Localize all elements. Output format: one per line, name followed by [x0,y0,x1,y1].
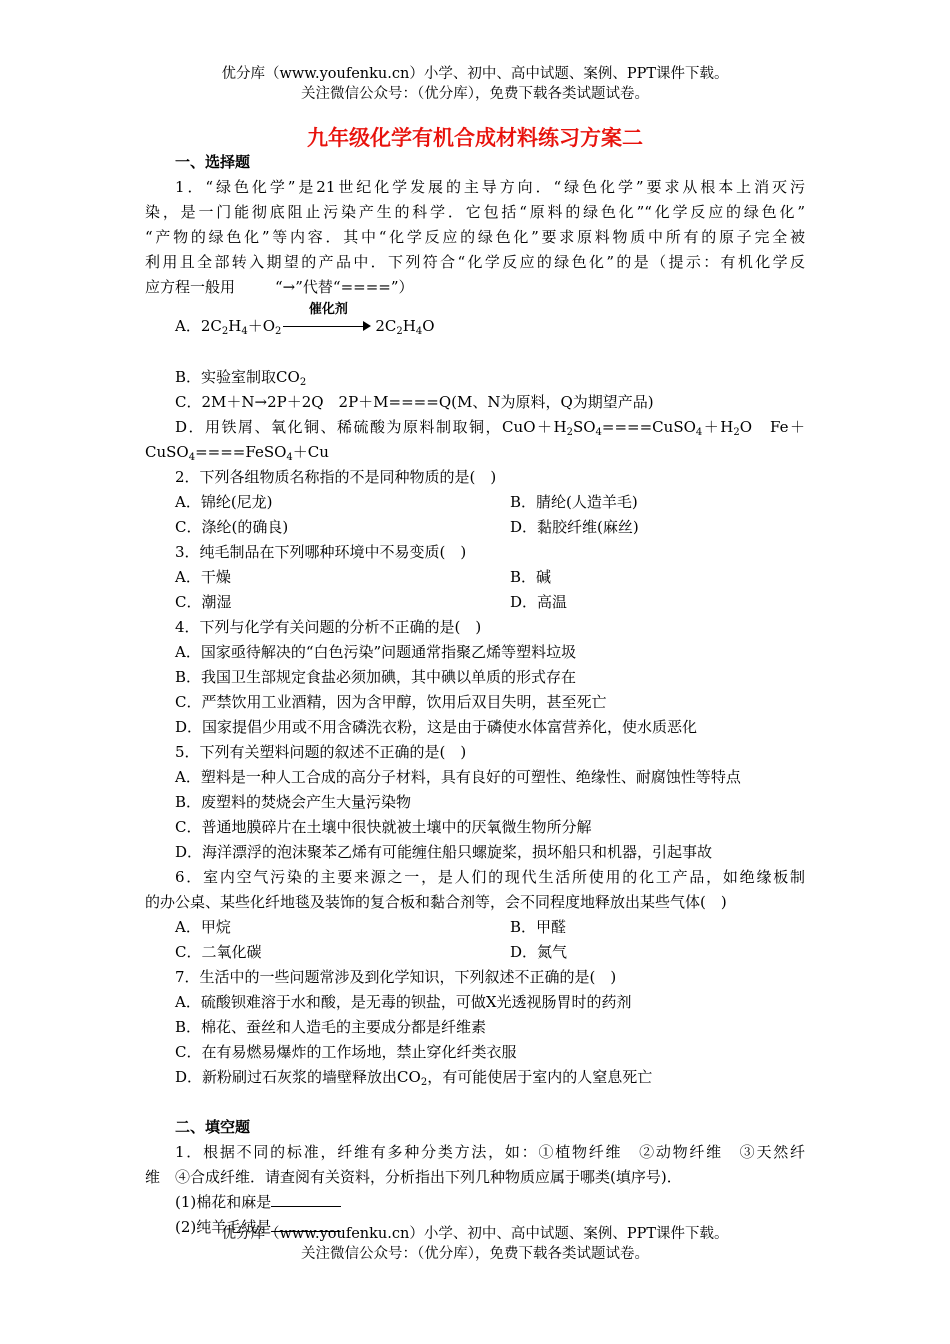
q1-line-5 [145,275,805,300]
q2-options-row-2 [145,515,805,540]
q1-line-5a: 应方程一般用 [145,278,236,296]
q2-options-row-1 [145,490,805,515]
fill-q1-part-2-text: (2)纯羊毛绒是 [175,1218,272,1236]
arrow-line [283,326,367,327]
subscript: 4 [595,427,602,438]
q7-option-c: C．在有易燃易爆炸的工作场地，禁止穿化纤类衣服 [175,1043,517,1061]
subscript: 2 [733,427,740,438]
q1-opt-a-part: ＋O [247,317,276,335]
q1-opt-d-part: ＋H [702,418,734,436]
section-heading-fill: 二、填空题 [175,1118,251,1136]
q6-option-d: D．氮气 [510,943,568,961]
q1-opt-a-part: O [422,317,435,335]
q1-opt-d-part: ====FeSO [195,443,287,461]
fill-q1-part-1 [145,1190,805,1215]
q2-option-a: A．锦纶(尼龙) [175,493,273,511]
q1-opt-d-part: D．用铁屑、氧化铜、稀硫酸为原料制取铜，CuO＋H [175,418,567,436]
footer-line-2: 关注微信公众号：（优分库），免费下载各类试题试卷。 [301,1246,649,1262]
subscript: 2 [221,326,229,337]
q1-opt-a-part: A．2C [175,317,222,335]
q3-stem: 3．纯毛制品在下列哪种环境中不易变质( ) [175,543,467,561]
q3-option-d: D．高温 [510,593,568,611]
q1-line-5b: “→”代替“====”） [275,278,414,296]
fill-q1-part-1-text: (1)棉花和麻是 [175,1193,272,1211]
subscript: 2 [275,326,282,337]
document-body [145,150,805,1240]
q3-options-row-2 [145,590,805,615]
subscript: 4 [415,326,423,337]
q1-opt-a-part: H [228,317,242,335]
q1-opt-a-part: H [402,317,416,335]
q6-option-b: B．甲醛 [510,918,567,936]
q1-line-3: “产物的绿色化”等内容．其中“化学反应的绿色化”要求原料物质中所有的原子完全被 [145,228,805,246]
catalyst-label: 催化剂 [308,302,348,317]
arrow-head-icon [363,321,371,331]
q1-option-d-line-1 [145,415,805,440]
catalyst-arrow [283,302,373,337]
q3-option-c: C．潮湿 [175,593,232,611]
q5-option-b: B．废塑料的焚烧会产生大量污染物 [175,793,412,811]
subscript: 2 [299,377,307,388]
q3-option-a: A．干燥 [175,568,231,586]
document-title: 九年级化学有机合成材料练习方案二 [307,125,643,150]
footer-line-1: 优分库（www.youfenku.cn）小学、初中、高中试题、案例、PPT课件下载。 [221,1226,729,1242]
q7-stem: 7．生活中的一些问题常涉及到化学知识，下列叙述不正确的是( ) [175,968,617,986]
header-line-2: 关注微信公众号：（优分库），免费下载各类试题试卷。 [301,86,649,102]
q7-option-b: B．棉花、蚕丝和人造毛的主要成分都是纤维素 [175,1018,487,1036]
q3-options-row-1 [145,565,805,590]
q5-option-c: C．普通地膜碎片在土壤中很快就被土壤中的厌氧微生物所分解 [175,818,592,836]
q2-option-d: D．黏胶纤维(麻丝) [510,518,639,536]
q4-stem: 4．下列与化学有关问题的分析不正确的是( ) [175,618,482,636]
q7-opt-d-part: ，有可能使居于室内的人窒息死亡 [427,1068,653,1086]
fill-q1-line-1: 1．根据不同的标准，纤维有多种分类方法，如：①植物纤维 ②动物纤维 ③天然纤 [175,1143,805,1161]
q1-opt-a-part: 2C [375,317,397,335]
q1-opt-d-part: ＋Cu [292,443,329,461]
q1-opt-d-part: ====CuSO [601,418,696,436]
fill-q1-line-2: 维 ④合成纤维．请查阅有关资料，分析指出下列几种物质应属于哪类(填序号)． [145,1168,682,1186]
subscript: 4 [695,427,703,438]
q5-stem: 5．下列有关塑料问题的叙述不正确的是( ) [175,743,467,761]
q4-option-d: D．国家提倡少用或不用含磷洗衣粉，这是由于磷使水体富营养化，使水质恶化 [175,718,698,736]
q1-opt-b-text: B．实验室制取CO [175,368,300,386]
q5-option-d: D．海洋漂浮的泡沫聚苯乙烯有可能缠住船只螺旋桨，损坏船只和机器，引起事故 [175,843,713,861]
q2-option-c: C．涤纶(的确良) [175,518,289,536]
q3-option-b: B．碱 [510,568,552,586]
q7-opt-d-part: D．新粉刷过石灰浆的墙壁释放出CO [175,1068,421,1086]
subscript: 4 [188,452,196,463]
page-header [0,64,950,104]
q1-option-d-line-2 [145,440,805,465]
section-heading-choice: 一、选择题 [175,153,251,171]
q1-opt-d-part: CuSO [145,443,189,461]
q6-line-1: 6．室内空气污染的主要来源之一，是人们的现代生活所使用的化工产品，如绝缘板制 [175,868,805,886]
q6-options-row-1 [145,915,805,940]
subscript: 4 [241,326,248,337]
q1-option-b [145,365,805,390]
q1-line-2: 染，是一门能彻底阻止污染产生的科学．它包括“原料的绿色化”“化学反应的绿色化” [145,203,805,221]
q6-options-row-2 [145,940,805,965]
subscript: 2 [396,326,403,337]
q1-option-a [145,300,805,340]
q2-option-b: B．腈纶(人造羊毛) [510,493,638,511]
q4-option-a: A．国家亟待解决的“白色污染”问题通常指聚乙烯等塑料垃圾 [175,643,577,661]
q4-option-c: C．严禁饮用工业酒精，因为含甲醇，饮用后双目失明，甚至死亡 [175,693,607,711]
q5-option-a: A．塑料是一种人工合成的高分子材料，具有良好的可塑性、绝缘性、耐腐蚀性等特点 [175,768,741,786]
q1-opt-d-part: O Fe＋ [739,418,806,436]
subscript: 2 [420,1077,428,1088]
q7-option-d [145,1065,805,1090]
subscript: 4 [286,452,293,463]
q1-option-c: C．2M＋N→2P＋2Q 2P＋M====Q(M、N为原料，Q为期望产品) [175,393,654,411]
q7-option-a: A．硫酸钡难溶于水和酸，是无毒的钡盐，可做X光透视肠胃时的药剂 [175,993,632,1011]
subscript: 2 [566,427,573,438]
q1-line-4: 利用且全部转入期望的产品中．下列符合“化学反应的绿色化”的是（提示：有机化学反 [145,253,805,271]
q4-option-b: B．我国卫生部规定食盐必须加碘，其中碘以单质的形式存在 [175,668,577,686]
q1-opt-d-part: SO [572,418,596,436]
header-line-1: 优分库（www.youfenku.cn）小学、初中、高中试题、案例、PPT课件下载。 [221,66,729,82]
q1-line-1: 1．“绿色化学”是21世纪化学发展的主导方向．“绿色化学”要求从根本上消灭污 [175,178,805,196]
q6-option-a: A．甲烷 [175,918,231,936]
q6-option-c: C．二氧化碳 [175,943,262,961]
answer-blank[interactable] [271,1192,341,1207]
q2-stem: 2．下列各组物质名称指的不是同种物质的是( ) [175,468,497,486]
page-footer [0,1224,950,1264]
q6-line-2: 的办公桌、某些化纤地毯及装饰的复合板和黏合剂等，会不同程度地释放出某些气体( ) [145,893,727,911]
